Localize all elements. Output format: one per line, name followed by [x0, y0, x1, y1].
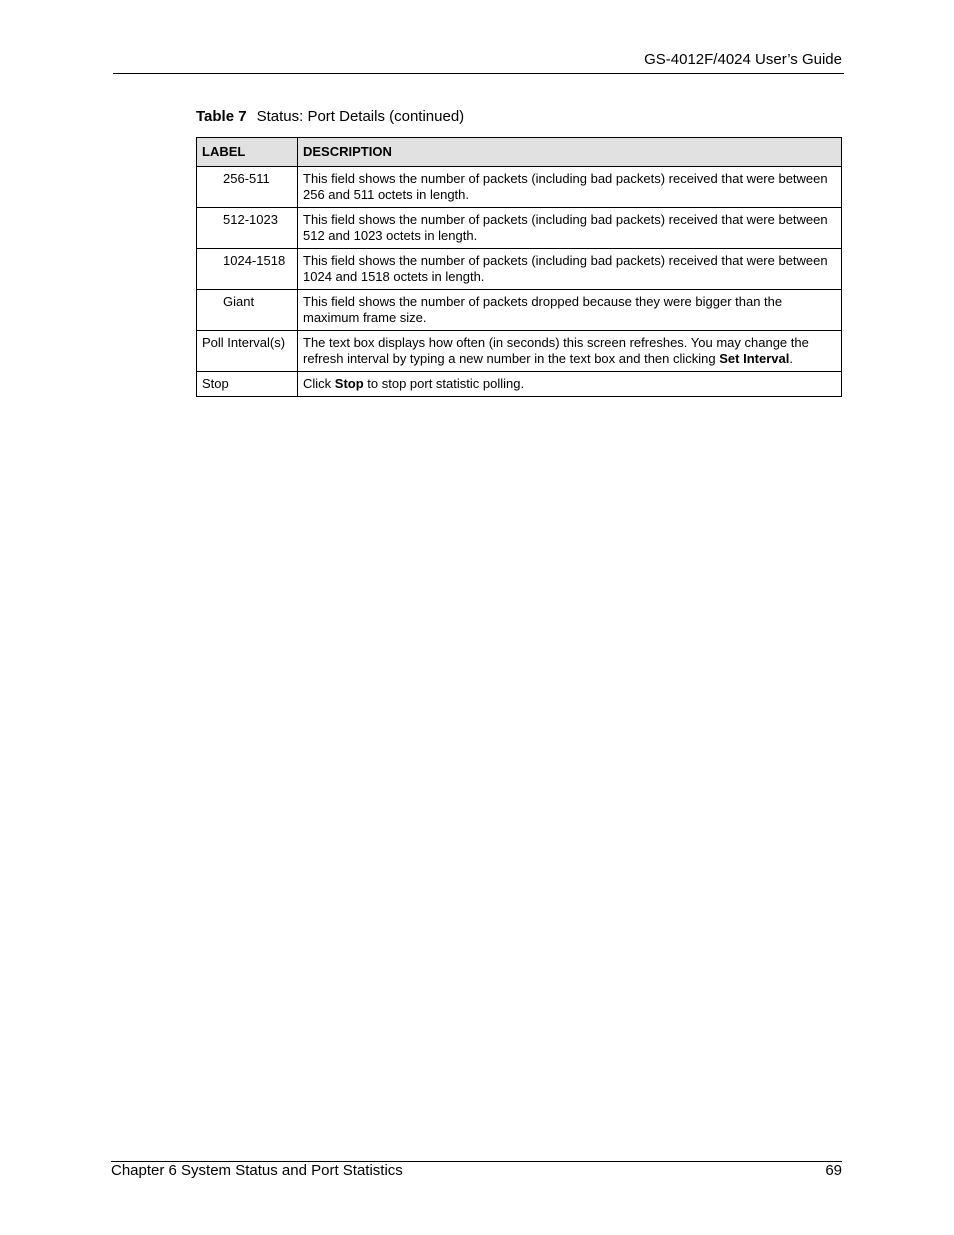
- table-row: [197, 167, 842, 208]
- row-description: The text box displays how often (in seconds) this screen refreshes. You may change the refresh interval by typing a new number in the text box and then clicking Set Interval.: [298, 331, 842, 372]
- page-number: 69: [825, 1162, 842, 1179]
- column-header-label: LABEL: [197, 138, 298, 167]
- footer-chapter: Chapter 6 System Status and Port Statistics: [111, 1162, 403, 1179]
- row-label: Giant: [197, 290, 298, 331]
- set-interval-term: Set Interval: [719, 351, 790, 366]
- row-description: Click Stop to stop port statistic polling.: [298, 372, 842, 397]
- row-label: 1024-1518: [197, 249, 298, 290]
- header-rule: [113, 73, 844, 74]
- table-header-row: [197, 138, 842, 167]
- port-details-table: [196, 137, 842, 397]
- row-label: 256-511: [197, 167, 298, 208]
- column-header-description: DESCRIPTION: [298, 138, 842, 167]
- table-row: [197, 331, 842, 372]
- row-label: Stop: [197, 372, 298, 397]
- row-description: This field shows the number of packets (including bad packets) received that were between 1024 and 1518 octets in length.: [298, 249, 842, 290]
- table-row: [197, 372, 842, 397]
- row-label: 512-1023: [197, 208, 298, 249]
- running-header-title: GS-4012F/4024 User’s Guide: [644, 51, 842, 68]
- row-label: Poll Interval(s): [197, 331, 298, 372]
- table-row: [197, 249, 842, 290]
- row-description: This field shows the number of packets (including bad packets) received that were between 512 and 1023 octets in length.: [298, 208, 842, 249]
- table-caption: [196, 108, 464, 125]
- table-title: Status: Port Details (continued): [256, 108, 465, 125]
- stop-term: Stop: [334, 376, 364, 391]
- table-row: [197, 208, 842, 249]
- table-number: Table 7: [196, 108, 247, 125]
- row-description: This field shows the number of packets (including bad packets) received that were between 256 and 511 octets in length.: [298, 167, 842, 208]
- table-row: [197, 290, 842, 331]
- row-description: This field shows the number of packets dropped because they were bigger than the maximum frame size.: [298, 290, 842, 331]
